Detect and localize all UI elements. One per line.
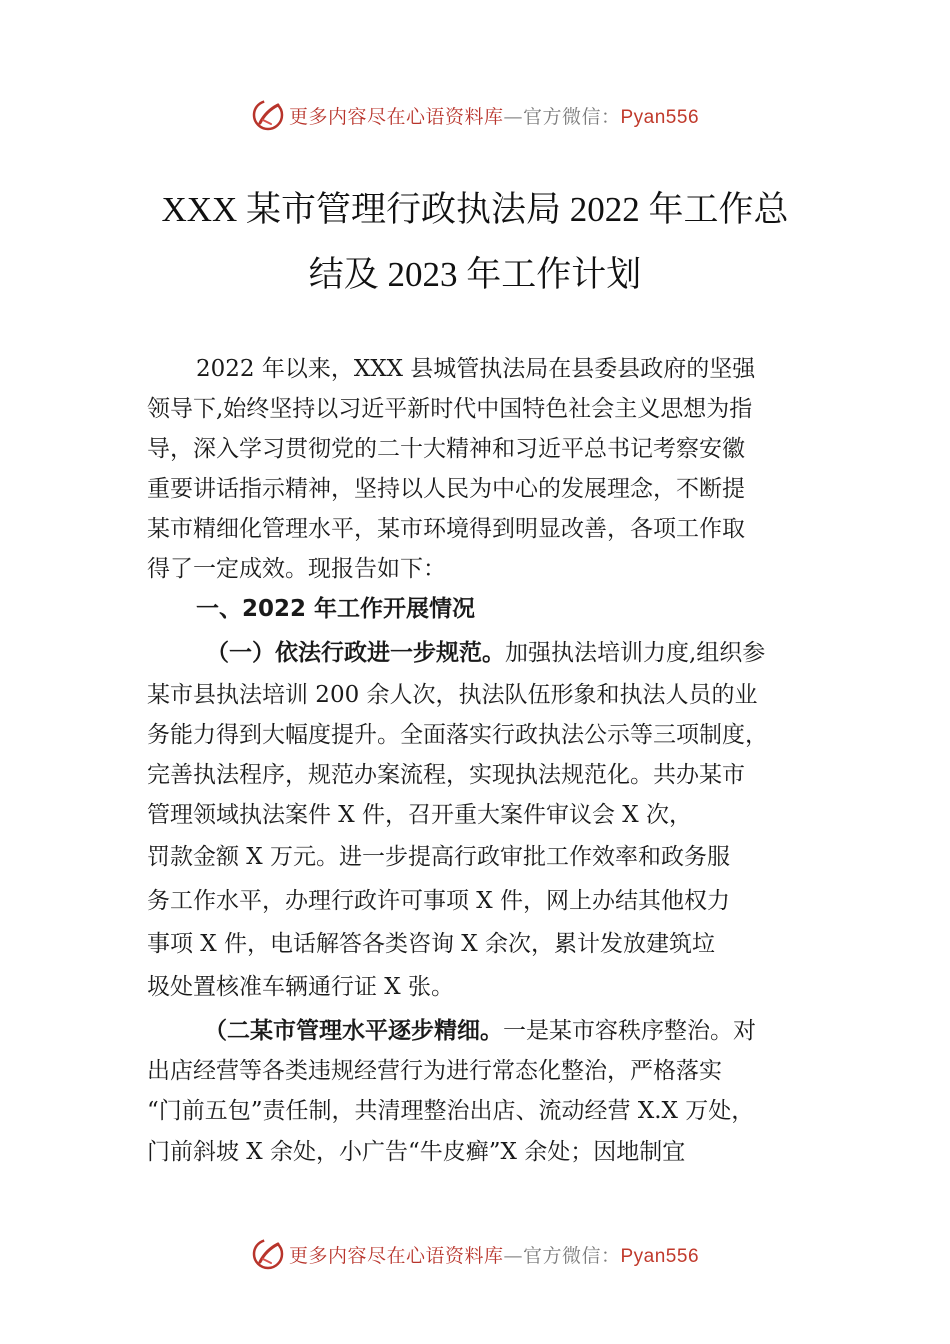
p1-line-6: 罚款金额 X 万元。进一步提高行政审批工作效率和政务服 — [147, 844, 730, 870]
intro-line-5: 某市精细化管理水平，某市环境得到明显改善，各项工作取 — [147, 516, 745, 542]
p2-line-3: “门前五包”责任制，共清理整治出店、流动经营 X.X 万处， — [147, 1098, 755, 1124]
watermark-site-name: 更多内容尽在心语资料库 — [288, 1244, 504, 1267]
p2-lead-heading: （二某市管理水平逐步精细。 — [204, 1017, 503, 1044]
p1-line-3: 务能力得到大幅度提升。全面落实行政执法公示等三项制度， — [147, 722, 768, 748]
intro-line-3: 导，深入学习贯彻党的二十大精神和习近平总书记考察安徽 — [147, 436, 745, 462]
watermark-wechat-id: Pyan556 — [620, 1245, 700, 1267]
p1-line-7: 务工作水平，办理行政许可事项 X 件，网上办结其他权力 — [147, 888, 730, 914]
p1-line-8: 事项 X 件，电话解答各类咨询 X 余次，累计发放建筑垃 — [147, 931, 715, 957]
calligraphy-brush-logo-icon — [251, 98, 285, 132]
watermark-site-name: 更多内容尽在心语资料库 — [288, 105, 504, 128]
watermark-dash: — — [503, 1244, 523, 1267]
footer-watermark-banner — [0, 1232, 950, 1276]
document-title-line-2: 结及 2023 年工作计划 — [308, 255, 642, 294]
intro-line-2: 领导下,始终坚持以习近平新时代中国特色社会主义思想为指 — [147, 396, 753, 422]
section-heading-1: 一、2022 年工作开展情况 — [196, 596, 476, 622]
watermark-text — [289, 102, 699, 129]
watermark-dash: — — [503, 105, 523, 128]
watermark-text — [289, 1241, 699, 1268]
p2-line-2: 出店经营等各类违规经营行为进行常态化整治，严格落实 — [147, 1058, 722, 1084]
p1-lead-heading: （一）依法行政进一步规范。 — [206, 639, 505, 666]
intro-line-6: 得了一定成效。现报告如下： — [147, 556, 446, 582]
p1-line-9: 圾处置核准车辆通行证 X 张。 — [147, 974, 454, 1000]
p2-first-rest: 一是某市容秩序整治。对 — [503, 1018, 756, 1044]
intro-line-4: 重要讲话指示精神，坚持以人民为中心的发展理念，不断提 — [147, 476, 745, 502]
intro-line-1: 2022 年以来，XXX 县城管执法局在县委县政府的坚强 — [196, 356, 756, 382]
watermark-wechat-label: 官方微信： — [522, 105, 621, 128]
watermark-wechat-id: Pyan556 — [620, 106, 700, 128]
header-watermark-banner — [0, 93, 950, 137]
p2-line-1 — [204, 1016, 756, 1046]
watermark-wechat-label: 官方微信： — [522, 1244, 621, 1267]
p1-first-rest: 加强执法培训力度,组织参 — [505, 640, 766, 666]
p1-line-1 — [206, 638, 765, 668]
p1-line-2: 某市县执法培训 200 余人次，执法队伍形象和执法人员的业 — [147, 682, 758, 708]
p2-line-4: 门前斜坡 X 余处，小广告“牛皮癣”X 余处；因地制宜 — [147, 1139, 686, 1165]
p1-line-5: 管理领域执法案件 X 件，召开重大案件审议会 X 次， — [147, 802, 692, 828]
p1-line-4: 完善执法程序，规范办案流程，实现执法规范化。共办某市 — [147, 762, 745, 788]
document-title-line-1: XXX 某市管理行政执法局 2022 年工作总 — [161, 190, 789, 229]
calligraphy-brush-logo-icon — [251, 1237, 285, 1271]
